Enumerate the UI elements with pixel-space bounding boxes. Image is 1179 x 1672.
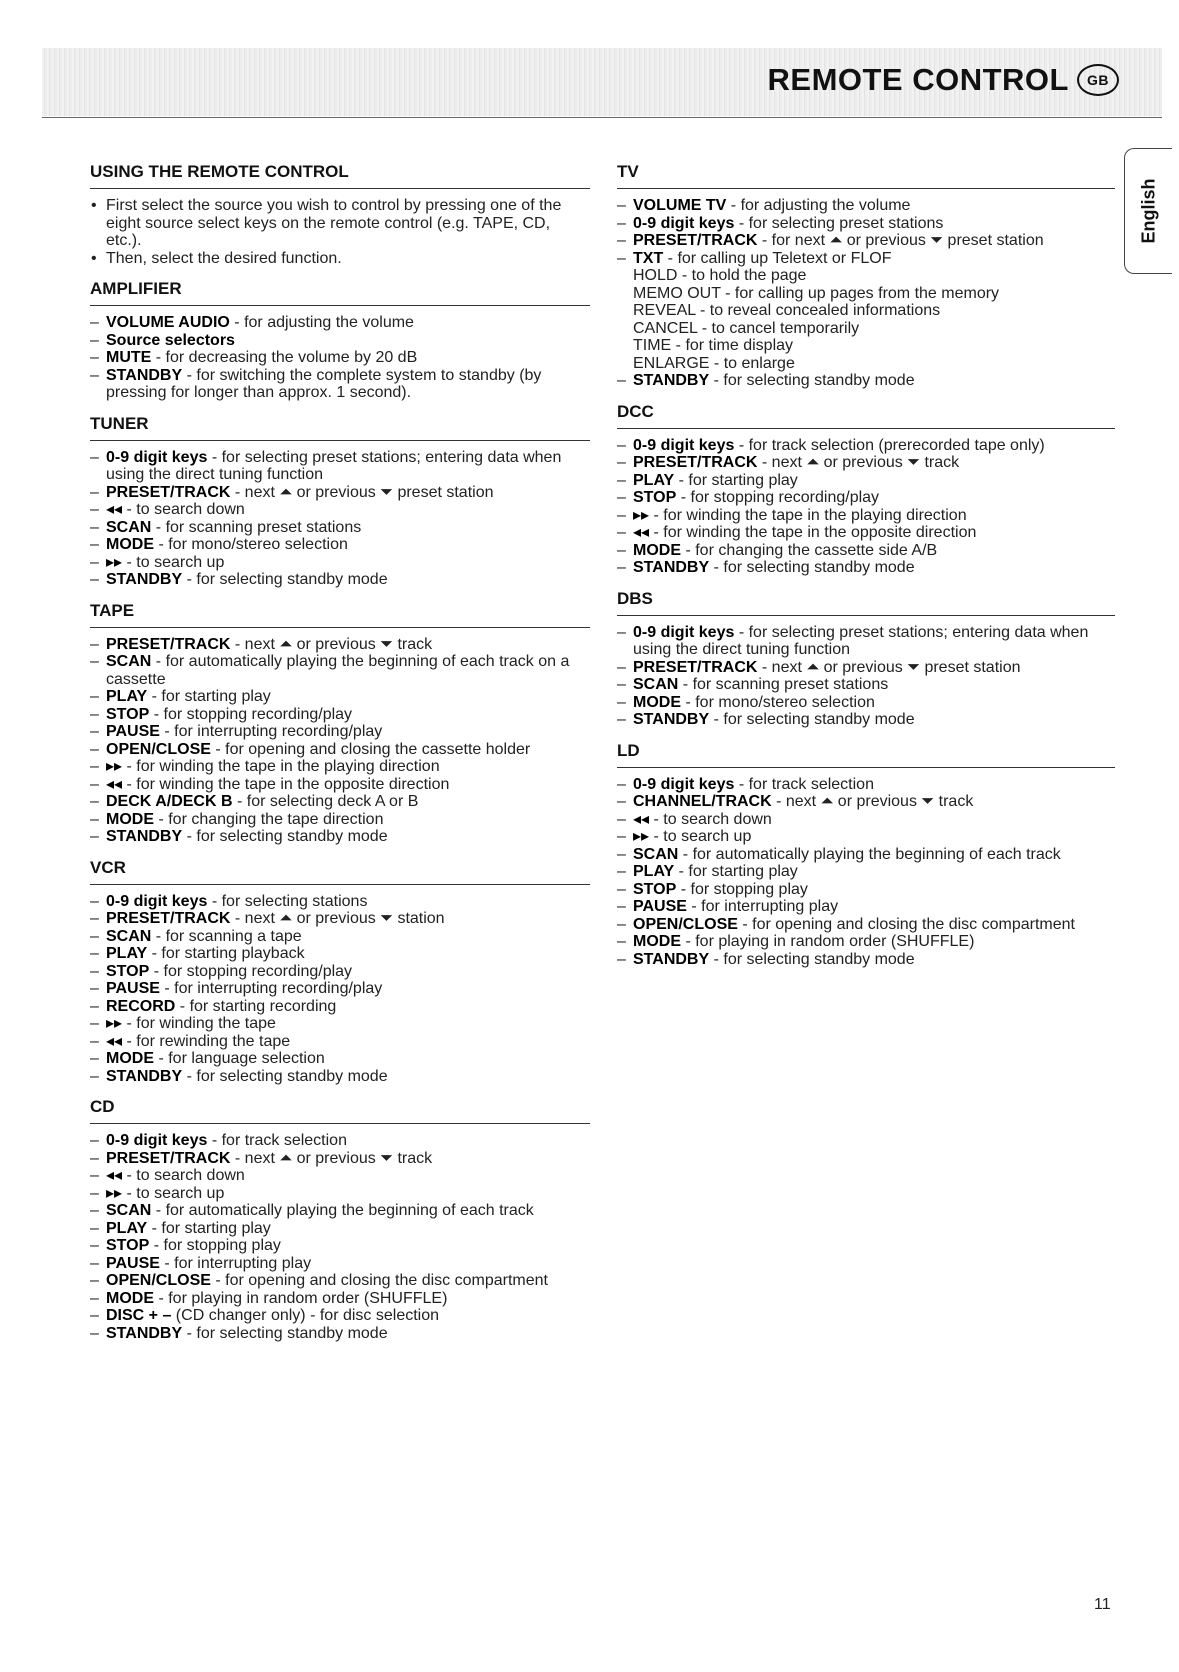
section-title: DBS: [617, 585, 1115, 616]
key-name: DISC + –: [106, 1307, 172, 1324]
section-title: DCC: [617, 398, 1115, 429]
key-name: SCAN: [106, 927, 152, 945]
item-description: - for interrupting recording/play: [159, 723, 383, 740]
item-description: - next ⏶ or previous ⏷ track: [757, 454, 960, 471]
key-name: PRESET/TRACK: [633, 658, 758, 676]
list-item: [617, 916, 1115, 934]
list-item: [617, 197, 1115, 215]
key-name: STANDBY: [106, 571, 183, 588]
list-item: [617, 694, 1115, 712]
item-description: - for winding the tape in the playing direction: [122, 758, 440, 775]
list-item: [90, 1167, 590, 1185]
item-description: - for winding the tape in the playing direction: [649, 506, 967, 524]
key-name: PRESET/TRACK: [106, 910, 231, 927]
key-name: ◂◂: [106, 1167, 123, 1184]
key-name: ▸▸: [633, 506, 650, 524]
item-description: - for changing the tape direction: [154, 810, 384, 828]
key-name: MODE: [106, 810, 154, 828]
key-name: ▸▸: [106, 553, 123, 571]
list-item: [90, 571, 590, 589]
list-item: [90, 1015, 590, 1033]
list-item: [90, 484, 590, 502]
list-item: [90, 197, 590, 250]
item-description: - for playing in random order (SHUFFLE): [154, 1289, 448, 1307]
key-name: Source selectors: [106, 331, 235, 349]
list-item: [90, 1202, 590, 1220]
key-name: MODE: [106, 536, 154, 553]
key-name: ◂◂: [633, 810, 650, 828]
list-item: [90, 250, 590, 268]
item-description: (CD changer only) - for disc selection: [171, 1307, 440, 1324]
list-item: [617, 355, 1115, 373]
list-item: [90, 928, 590, 946]
list-item: [90, 776, 590, 794]
list-item: [90, 758, 590, 776]
item-list: [90, 449, 590, 589]
key-name: VOLUME TV: [633, 197, 727, 214]
item-description: - for selecting preset stations: [734, 214, 944, 232]
item-description: - to search up: [122, 553, 225, 571]
section-title: TV: [617, 158, 1115, 189]
key-name: TXT: [633, 249, 664, 267]
list-item: [90, 332, 590, 350]
item-description: Then, select the desired function.: [106, 249, 342, 267]
right-column: [617, 158, 1115, 976]
item-description: - for track selection: [734, 775, 874, 793]
key-name: STANDBY: [106, 1324, 183, 1342]
list-item: [90, 1068, 590, 1086]
section-title: TAPE: [90, 597, 590, 628]
list-item: [617, 659, 1115, 677]
item-description: - for selecting standby mode: [182, 571, 388, 588]
section-title: LD: [617, 737, 1115, 768]
list-item: [617, 489, 1115, 507]
page-number: 11: [1094, 1596, 1111, 1613]
section-title: USING THE REMOTE CONTROL: [90, 158, 590, 189]
item-list: [617, 624, 1115, 729]
key-name: STOP: [633, 489, 677, 506]
key-name: 0-9 digit keys: [106, 1132, 208, 1149]
list-item: [617, 811, 1115, 829]
key-name: 0-9 digit keys: [106, 892, 208, 910]
list-item: [617, 881, 1115, 899]
key-name: SCAN: [106, 653, 152, 670]
key-name: PLAY: [106, 945, 148, 962]
list-item: [617, 711, 1115, 729]
key-name: 0-9 digit keys: [633, 775, 735, 793]
list-item: [617, 933, 1115, 951]
item-description: - for stopping recording/play: [149, 962, 353, 980]
key-name: MODE: [106, 1289, 154, 1307]
item-description: - for playing in random order (SHUFFLE): [681, 933, 975, 950]
key-name: MODE: [633, 933, 681, 950]
section-title: CD: [90, 1093, 590, 1124]
list-item: [90, 1150, 590, 1168]
key-name: ◂◂: [106, 1032, 123, 1050]
key-name: STANDBY: [633, 711, 710, 728]
item-description: - for selecting standby mode: [709, 711, 915, 728]
item-description: - for track selection: [207, 1132, 347, 1149]
key-name: ◂◂: [106, 775, 123, 793]
item-description: - for stopping play: [149, 1237, 281, 1254]
list-item: [617, 793, 1115, 811]
list-item: [617, 267, 1115, 285]
key-name: PLAY: [106, 688, 148, 705]
key-name: PLAY: [106, 1219, 148, 1237]
key-name: PLAY: [633, 471, 675, 489]
list-item: [617, 372, 1115, 390]
item-description: - for stopping recording/play: [149, 705, 353, 723]
item-description: - for starting play: [674, 471, 798, 489]
page-title-text: REMOTE CONTROL: [767, 62, 1069, 97]
key-name: MODE: [633, 693, 681, 711]
item-list: [90, 197, 590, 267]
item-description: TIME - for time display: [633, 337, 794, 354]
list-item: [617, 472, 1115, 490]
item-description: - for decreasing the volume by 20 dB: [151, 349, 418, 366]
header-rule: [42, 117, 1162, 118]
list-item: [90, 1050, 590, 1068]
item-description: - for starting recording: [175, 997, 337, 1015]
item-description: - for selecting standby mode: [182, 1067, 388, 1085]
item-description: - for language selection: [154, 1050, 325, 1067]
list-item: [90, 828, 590, 846]
key-name: RECORD: [106, 997, 176, 1015]
list-item: [617, 676, 1115, 694]
item-list: [90, 1132, 590, 1342]
list-item: [90, 1325, 590, 1343]
item-description: - next ⏶ or previous ⏷ track: [230, 1149, 433, 1167]
item-description: - for selecting deck A or B: [232, 793, 419, 810]
key-name: SCAN: [106, 518, 152, 536]
list-item: [617, 215, 1115, 233]
key-name: PAUSE: [106, 980, 160, 997]
item-description: - for scanning preset stations: [678, 676, 889, 693]
list-item: [617, 437, 1115, 455]
list-item: [90, 741, 590, 759]
section-tuner: [90, 410, 590, 589]
item-description: - next ⏶ or previous ⏷ track: [230, 635, 433, 653]
item-description: - for rewinding the tape: [122, 1032, 291, 1050]
item-description: - for track selection (prerecorded tape only): [734, 436, 1045, 454]
key-name: 0-9 digit keys: [633, 436, 735, 454]
list-item: [90, 910, 590, 928]
list-item: [617, 828, 1115, 846]
item-description: - for selecting standby mode: [182, 828, 388, 845]
item-description: - for selecting preset stations; entering data when using the direct tuning function: [106, 448, 562, 483]
list-item: [90, 1307, 590, 1325]
section-title: AMPLIFIER: [90, 275, 590, 306]
list-item: [617, 898, 1115, 916]
key-name: ◂◂: [633, 524, 650, 541]
list-item: [90, 1237, 590, 1255]
item-list: [90, 636, 590, 846]
key-name: OPEN/CLOSE: [633, 915, 738, 933]
key-name: STOP: [106, 962, 150, 980]
list-item: [90, 1132, 590, 1150]
list-item: [617, 524, 1115, 542]
item-description: - for adjusting the volume: [726, 197, 911, 214]
list-item: [90, 349, 590, 367]
key-name: 0-9 digit keys: [633, 214, 735, 232]
list-item: [617, 232, 1115, 250]
list-item: [90, 811, 590, 829]
list-item: [90, 1290, 590, 1308]
key-name: MUTE: [106, 349, 152, 366]
list-item: [90, 980, 590, 998]
key-name: PRESET/TRACK: [633, 454, 758, 471]
item-description: - to search up: [122, 1184, 225, 1202]
item-description: - to search down: [122, 501, 245, 518]
list-item: [617, 559, 1115, 577]
section-title: VCR: [90, 854, 590, 885]
item-description: - for changing the cassette side A/B: [681, 541, 938, 559]
key-name: STANDBY: [633, 950, 710, 968]
list-item: [90, 1220, 590, 1238]
list-item: [90, 501, 590, 519]
item-list: [617, 776, 1115, 969]
list-item: [90, 1185, 590, 1203]
item-description: - next ⏶ or previous ⏷ track: [771, 793, 974, 810]
item-description: - for next ⏶ or previous ⏷ preset station: [757, 232, 1044, 249]
item-description: - next ⏶ or previous ⏷ preset station: [757, 658, 1021, 676]
list-item: [90, 1255, 590, 1273]
list-item: [617, 542, 1115, 560]
page-title: [768, 62, 1120, 98]
key-name: PLAY: [633, 863, 675, 880]
list-item: [617, 454, 1115, 472]
key-name: PRESET/TRACK: [633, 232, 758, 249]
key-name: 0-9 digit keys: [633, 623, 735, 641]
item-description: - for automatically playing the beginning of each track: [678, 845, 1061, 863]
item-description: ENLARGE - to enlarge: [633, 354, 795, 372]
language-tab-label: English: [1138, 178, 1158, 244]
item-description: - for switching the complete system to standby (by pressing for longer than approx. 1 second).: [106, 366, 542, 401]
key-name: PAUSE: [633, 898, 687, 915]
list-item: [90, 893, 590, 911]
item-description: - for opening and closing the cassette holder: [210, 740, 531, 758]
item-description: - for automatically playing the beginning of each track on a cassette: [106, 653, 570, 688]
list-item: [90, 536, 590, 554]
key-name: ▸▸: [106, 1184, 123, 1202]
item-description: - for stopping recording/play: [676, 489, 880, 506]
key-name: STOP: [106, 1237, 150, 1254]
list-item: [90, 653, 590, 688]
item-description: - for selecting stations: [207, 892, 368, 910]
list-item: [90, 998, 590, 1016]
list-item: [617, 250, 1115, 268]
key-name: STOP: [633, 880, 677, 898]
item-description: - for interrupting recording/play: [159, 980, 383, 997]
key-name: SCAN: [633, 845, 679, 863]
key-name: VOLUME AUDIO: [106, 314, 230, 331]
section-tv: [617, 158, 1115, 390]
item-description: - for winding the tape in the opposite direction: [649, 524, 977, 541]
item-description: - for winding the tape in the opposite direction: [122, 775, 450, 793]
key-name: PRESET/TRACK: [106, 635, 231, 653]
section-vcr: [90, 854, 590, 1086]
list-item: [90, 519, 590, 537]
section-dcc: [617, 398, 1115, 577]
item-description: - to search down: [122, 1167, 245, 1184]
language-tab: [1124, 148, 1172, 274]
gb-badge: GB: [1077, 64, 1119, 96]
list-item: [90, 688, 590, 706]
item-description: - for automatically playing the beginning of each track: [151, 1202, 534, 1219]
item-description: - for starting play: [674, 863, 798, 880]
list-item: [617, 302, 1115, 320]
key-name: MODE: [106, 1050, 154, 1067]
list-item: [90, 723, 590, 741]
key-name: SCAN: [106, 1202, 152, 1219]
list-item: [617, 863, 1115, 881]
item-description: REVEAL - to reveal concealed informations: [633, 302, 941, 319]
item-description: - to search up: [649, 828, 752, 845]
item-description: CANCEL - to cancel temporarily: [633, 319, 860, 337]
key-name: STANDBY: [106, 828, 183, 845]
item-description: - for scanning preset stations: [151, 518, 362, 536]
key-name: OPEN/CLOSE: [106, 740, 211, 758]
item-description: - next ⏶ or previous ⏷ station: [230, 910, 445, 927]
section-cd: [90, 1093, 590, 1342]
item-list: [90, 893, 590, 1086]
item-description: MEMO OUT - for calling up pages from the memory: [633, 284, 1000, 302]
item-description: - for interrupting play: [159, 1254, 312, 1272]
list-item: [90, 963, 590, 981]
item-description: - for selecting preset stations; entering data when using the direct tuning function: [633, 623, 1089, 658]
item-description: - for opening and closing the disc compartment: [737, 915, 1075, 933]
item-list: [90, 314, 590, 402]
section-amplifier: [90, 275, 590, 402]
item-description: - for selecting standby mode: [182, 1324, 388, 1342]
item-list: [617, 437, 1115, 577]
list-item: [617, 320, 1115, 338]
list-item: [90, 1033, 590, 1051]
item-description: - for scanning a tape: [151, 927, 302, 945]
key-name: STOP: [106, 705, 150, 723]
list-item: [90, 706, 590, 724]
list-item: [617, 285, 1115, 303]
left-column: [90, 158, 590, 1350]
key-name: DECK A/DECK B: [106, 793, 233, 810]
key-name: PRESET/TRACK: [106, 483, 231, 501]
key-name: ◂◂: [106, 501, 123, 518]
key-name: ▸▸: [106, 1015, 123, 1032]
item-description: - to search down: [649, 810, 772, 828]
item-description: First select the source you wish to control by pressing one of the eight source select keys on the remote control (e.g. TAPE, CD, etc.).: [106, 197, 562, 249]
list-item: [617, 776, 1115, 794]
section-ld: [617, 737, 1115, 969]
item-description: HOLD - to hold the page: [633, 267, 807, 284]
item-description: - for selecting standby mode: [709, 950, 915, 968]
list-item: [90, 449, 590, 484]
item-description: - for starting play: [147, 1219, 271, 1237]
key-name: PAUSE: [106, 723, 160, 740]
key-name: ▸▸: [106, 758, 123, 775]
key-name: CHANNEL/TRACK: [633, 793, 772, 810]
key-name: MODE: [633, 541, 681, 559]
item-description: - for opening and closing the disc compartment: [210, 1272, 548, 1289]
list-item: [617, 951, 1115, 969]
list-item: [90, 314, 590, 332]
list-item: [90, 367, 590, 402]
item-description: - next ⏶ or previous ⏷ preset station: [230, 483, 494, 501]
item-list: [617, 197, 1115, 390]
list-item: [617, 507, 1115, 525]
list-item: [90, 945, 590, 963]
item-description: - for adjusting the volume: [229, 314, 414, 331]
key-name: STANDBY: [106, 1067, 183, 1085]
key-name: PRESET/TRACK: [106, 1149, 231, 1167]
item-description: - for selecting standby mode: [709, 559, 915, 576]
list-item: [90, 554, 590, 572]
item-description: - for stopping play: [676, 880, 808, 898]
item-description: - for starting play: [147, 688, 271, 705]
item-description: - for selecting standby mode: [709, 372, 915, 389]
key-name: PAUSE: [106, 1254, 160, 1272]
key-name: OPEN/CLOSE: [106, 1272, 211, 1289]
key-name: SCAN: [633, 676, 679, 693]
list-item: [617, 624, 1115, 659]
item-description: - for interrupting play: [686, 898, 839, 915]
key-name: STANDBY: [633, 372, 710, 389]
key-name: STANDBY: [633, 559, 710, 576]
item-description: - for starting playback: [147, 945, 305, 962]
key-name: 0-9 digit keys: [106, 448, 208, 466]
item-description: - for mono/stereo selection: [154, 536, 348, 553]
list-item: [617, 846, 1115, 864]
key-name: ▸▸: [633, 828, 650, 845]
item-description: - for mono/stereo selection: [681, 693, 875, 711]
key-name: STANDBY: [106, 366, 183, 384]
item-description: - for winding the tape: [122, 1015, 276, 1032]
section-dbs: [617, 585, 1115, 729]
item-description: - for calling up Teletext or FLOF: [663, 249, 892, 267]
section-tape: [90, 597, 590, 846]
section-using-the-remote-control: [90, 158, 590, 267]
section-title: TUNER: [90, 410, 590, 441]
list-item: [90, 1272, 590, 1290]
list-item: [90, 636, 590, 654]
list-item: [90, 793, 590, 811]
list-item: [617, 337, 1115, 355]
